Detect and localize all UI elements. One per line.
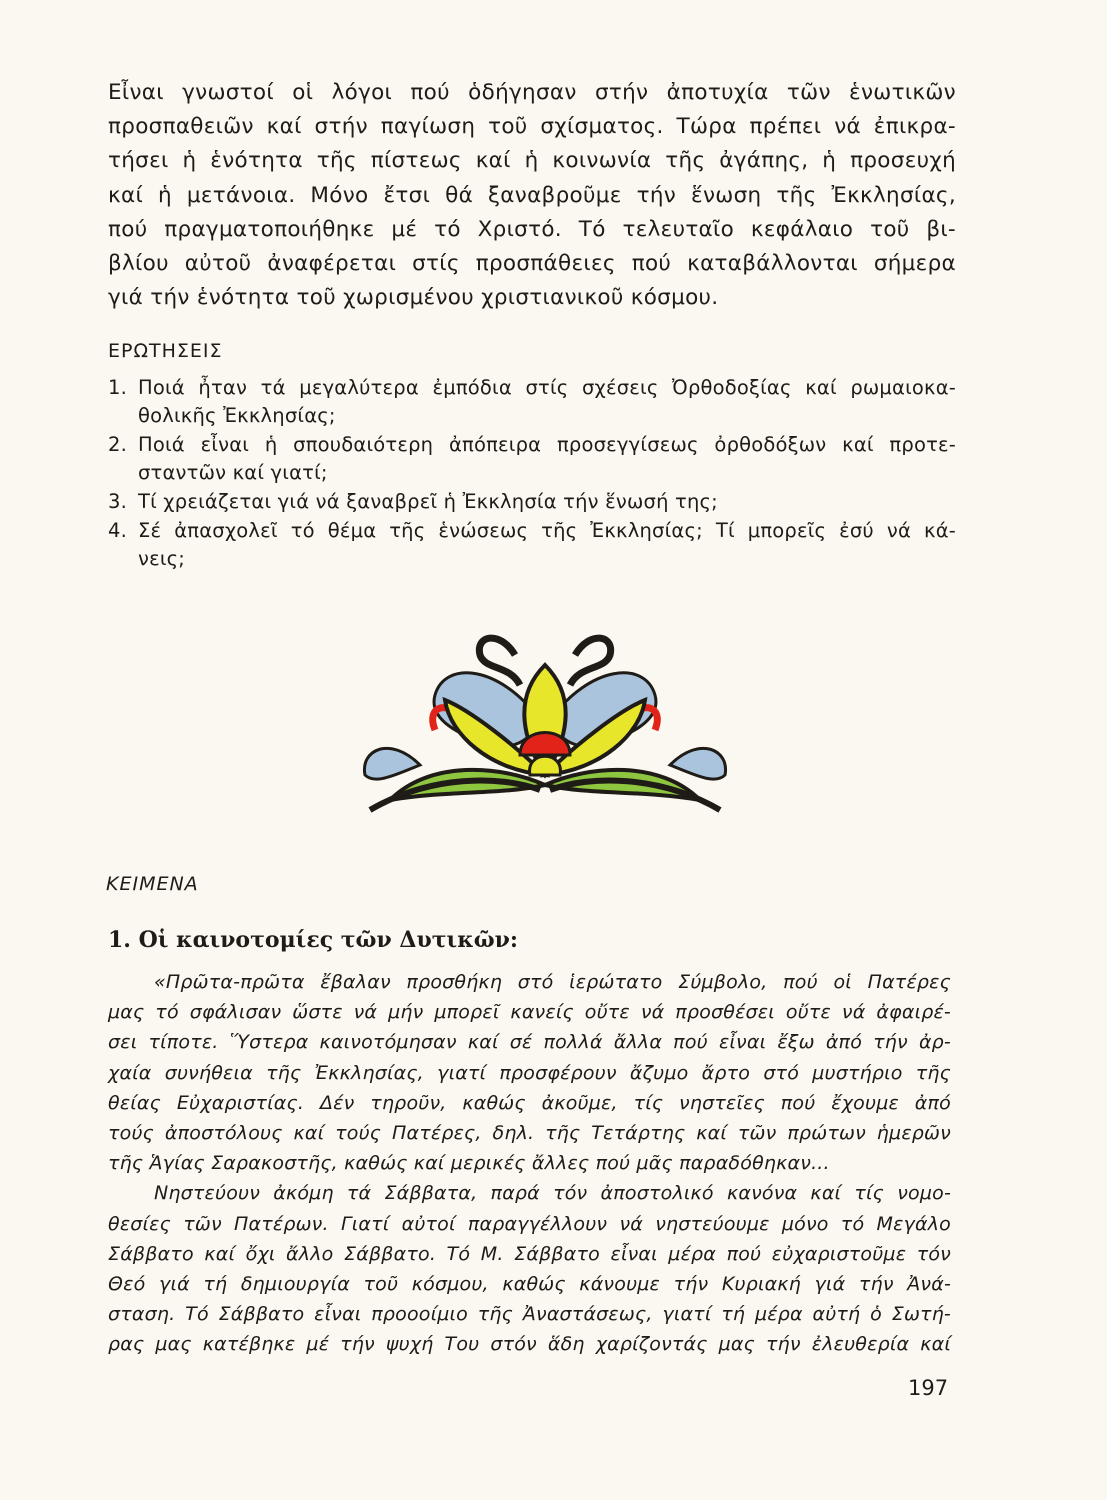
question-number: 1. xyxy=(108,376,128,399)
intro-line: Εἶναι γνωστοί οἱ λόγοι πού ὁδήγησαν στήν ἀποτυχία τῶν ἑνωτικῶν xyxy=(108,80,956,105)
quote-line: θεσίες τῶν Πατέρων. Γιατί αὐτοί παραγγέλλουν νά νηστεύουμε μόνο τό Μεγάλο xyxy=(108,1212,951,1235)
question-line: Ποιά ἦταν τά μεγαλύτερα ἐμπόδια στίς σχέσεις Ὀρθοδοξίας καί ρωμαιοκα- xyxy=(138,376,956,399)
section-title: 1. Οἱ καινοτομίες τῶν Δυτικῶν: xyxy=(108,927,519,953)
questions-heading: ΕΡΩΤΗΣΕΙΣ xyxy=(108,340,223,362)
quote-line: «Πρῶτα-πρῶτα ἔβαλαν προσθήκη στό ἱερώτατο Σύμβολο, πού οἱ Πατέρες xyxy=(154,971,951,993)
question-line: σταντῶν καί γιατί; xyxy=(138,461,328,484)
quote-line: ρας μας κατέβηκε μέ τήν ψυχή Του στόν ἅδη χαρίζοντάς μας τήν ἐλευθερία καί xyxy=(108,1333,951,1356)
texts-label: ΚΕΙΜΕΝΑ xyxy=(106,873,199,895)
quote-line: Θεό γιά τή δημιουργία τοῦ κόσμου, καθώς κάνουμε τήν Κυριακή γιά τήν Ἀνά- xyxy=(108,1273,951,1296)
question-line: Ποιά εἶναι ἡ σπουδαιότερη ἀπόπειρα προσεγγίσεως ὀρθοδόξων καί προτε- xyxy=(138,433,956,456)
quote-line: τούς ἀποστόλους καί τούς Πατέρες, δηλ. τῆς Τετάρτης καί τῶν πρώτων ἡμερῶν xyxy=(108,1122,951,1145)
intro-line: βλίου αὐτοῦ ἀναφέρεται στίς προσπάθειες πού καταβάλλονται σήμερα xyxy=(108,251,956,277)
quote-line: χαία συνήθεια τῆς Ἐκκλησίας, γιατί προσφέρουν ἄζυμο ἄρτο στό μυστήριο τῆς xyxy=(108,1061,951,1084)
question-item xyxy=(108,431,956,487)
quote-line: Νηστεύουν ἀκόμη τά Σάββατα, παρά τόν ἀποστολικό κανόνα καί τίς νομο- xyxy=(154,1182,951,1205)
quote-line: σταση. Τό Σάββατο εἶναι προοοίμιο τῆς Ἀναστάσεως, γιατί τή μέρα αὐτή ὁ Σωτή- xyxy=(108,1303,951,1326)
question-item xyxy=(108,517,956,573)
intro-line: προσπαθειῶν καί στήν παγίωση τοῦ σχίσματος. Τώρα πρέπει νά ἐπικρα- xyxy=(108,114,956,140)
question-line: Σέ ἀπασχολεῖ τό θέμα τῆς ἑνώσεως τῆς Ἐκκλησίας; Τί μπορεῖς ἐσύ νά κά- xyxy=(138,519,956,542)
question-number: 3. xyxy=(108,490,128,513)
question-number: 4. xyxy=(108,519,128,542)
quote-line: μας τό σφάλισαν ὥστε νά μήν μπορεῖ κανείς οὔτε νά προσθέσει οὔτε νά ἀφαιρέ- xyxy=(108,1001,951,1024)
intro-paragraph xyxy=(108,76,956,315)
question-number: 2. xyxy=(108,433,128,456)
question-line: νεις; xyxy=(138,547,186,570)
floral-ornament-icon xyxy=(350,625,740,840)
quote-paragraph xyxy=(108,967,951,1360)
intro-line: τήσει ἡ ἑνότητα τῆς πίστεως καί ἡ κοινωνία τῆς ἀγάπης, ἡ προσευχή xyxy=(108,148,956,174)
quote-line: Σάββατο καί ὄχι ἄλλο Σάββατο. Τό Μ. Σάββατο εἶναι μέρα πού εὐχαριστοῦμε τόν xyxy=(108,1242,951,1265)
page-number: 197 xyxy=(908,1376,949,1400)
intro-line: γιά τήν ἑνότητα τοῦ χωρισμένου χριστιανικοῦ κόσμου. xyxy=(108,285,719,311)
quote-line: τῆς Ἁγίας Σαρακοστῆς, καθώς καί μερικές ἄλλες πού μᾶς παραδόθηκαν... xyxy=(108,1152,830,1175)
quote-line: σει τίποτε. Ὕστερα καινοτόμησαν καί σέ πολλά ἄλλα πού εἶναι ἔξω ἀπό τήν ἀρ- xyxy=(108,1031,951,1054)
question-item xyxy=(108,374,956,430)
intro-line: πού πραγματοποιήθηκε μέ τό Χριστό. Τό τελευταῖο κεφάλαιο τοῦ βι- xyxy=(108,216,956,242)
quote-line: θείας Εὐχαριστίας. Δέν τηροῦν, καθώς ἀκοῦμε, τίς νηστεῖες πού ἔχουμε ἀπό xyxy=(108,1091,951,1114)
question-line: θολικῆς Ἐκκλησίας; xyxy=(138,404,336,427)
intro-line: καί ἡ μετάνοια. Μόνο ἔτσι θά ξαναβροῦμε τήν ἕνωση τῆς Ἐκκλησίας, xyxy=(108,182,956,208)
questions-list xyxy=(108,374,956,574)
question-item xyxy=(108,488,956,516)
question-line: Τί χρειάζεται γιά νά ξαναβρεῖ ἡ Ἐκκλησία τήν ἕνωσή της; xyxy=(138,490,718,513)
